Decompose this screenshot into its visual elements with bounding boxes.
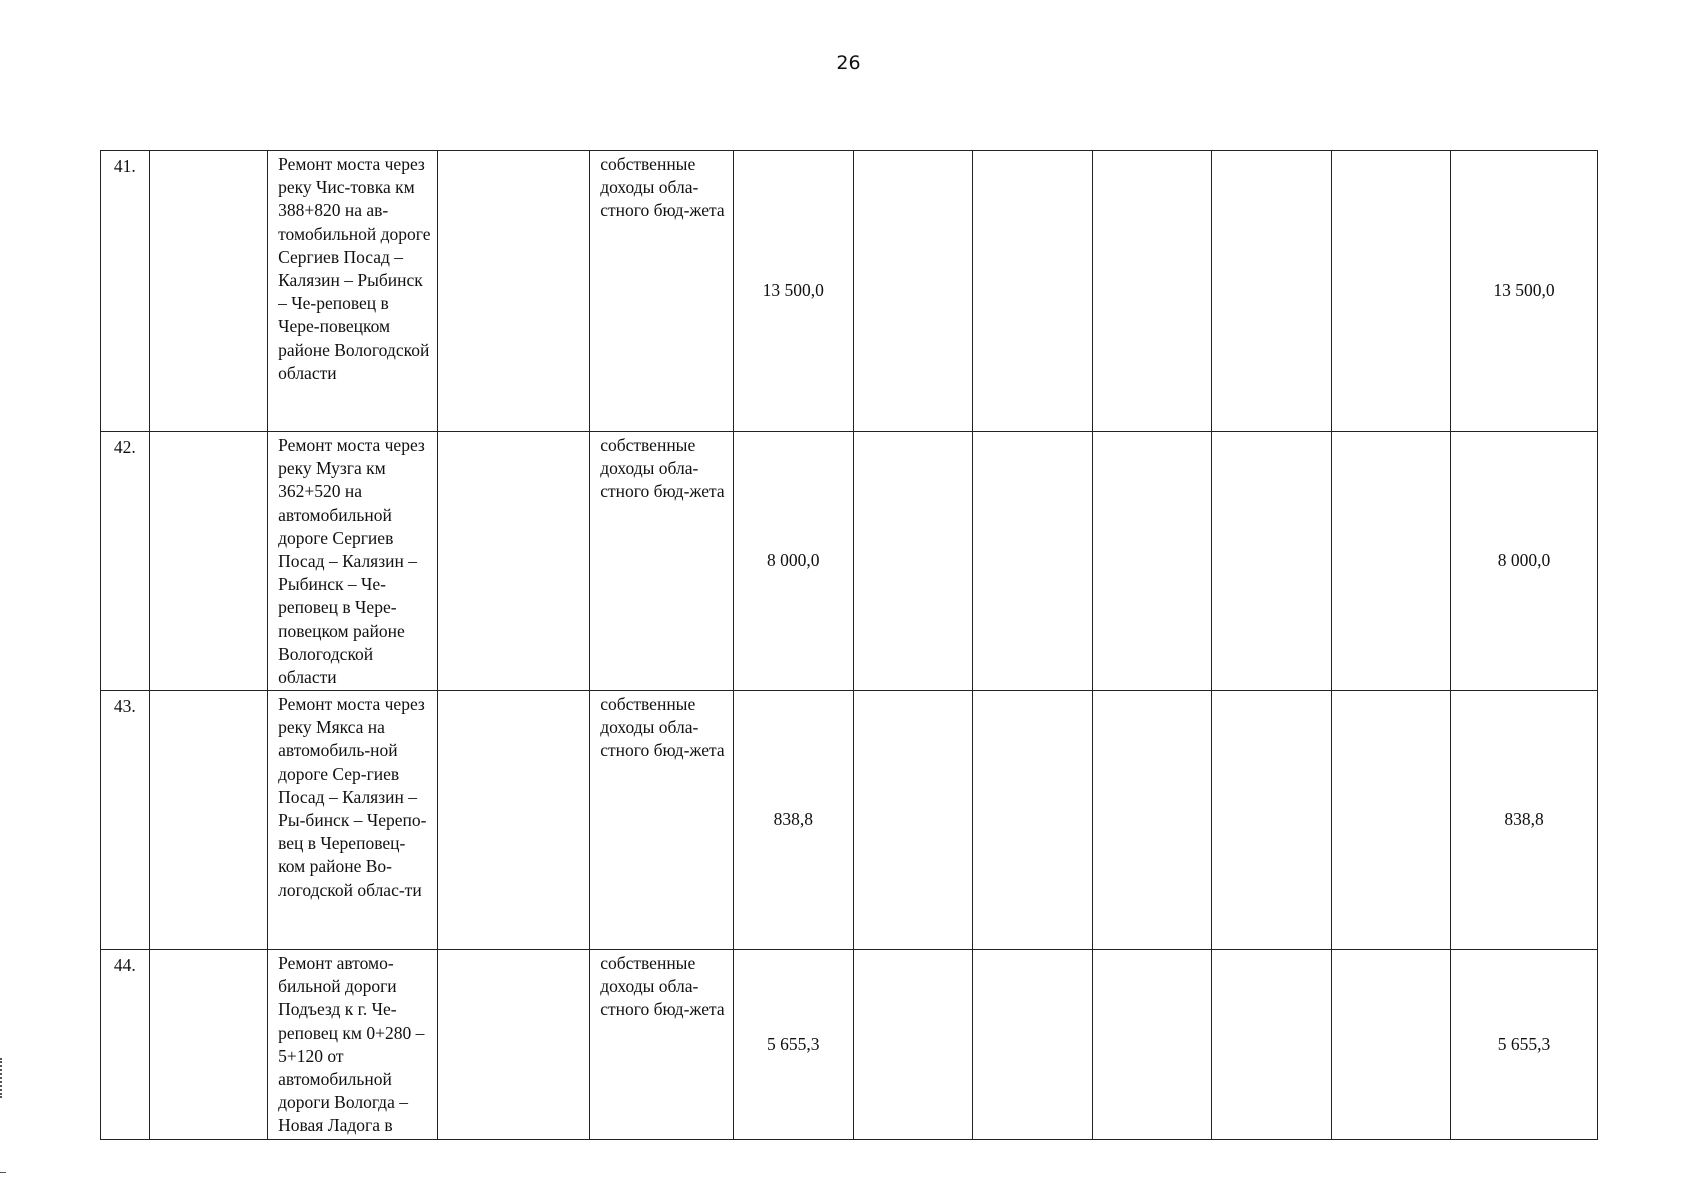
empty-cell	[1092, 432, 1212, 691]
table-row	[101, 950, 1598, 1140]
empty-cell	[1092, 691, 1212, 950]
funding-source: собственные доходы обла-стного бюд-жета	[590, 432, 734, 691]
empty-cell	[1092, 151, 1212, 432]
row-number: 41.	[101, 151, 150, 432]
empty-cell	[1331, 691, 1451, 950]
empty-cell	[973, 950, 1093, 1140]
total-cell: 5 655,3	[1451, 950, 1598, 1140]
empty-cell	[853, 432, 973, 691]
empty-cell	[853, 151, 973, 432]
amount-cell: 13 500,0	[734, 151, 854, 432]
table-row	[101, 151, 1598, 432]
empty-cell	[973, 691, 1093, 950]
object-name: Ремонт моста через реку Музга км 362+520 на автомобильной дороге Сергиев Посад – Калязин – Рыбинск – Че-реповец в Чере-повецком районе Вологодской области	[268, 432, 438, 691]
funding-source: собственные доходы обла-стного бюд-жета	[590, 691, 734, 950]
row-number: 42.	[101, 432, 150, 691]
object-name: Ремонт моста через реку Мякса на автомобиль-ной дороге Сер-гиев Посад – Калязин – Ры-бинск – Черепо-вец в Череповец-ком районе Во-логодской облас-ти	[268, 691, 438, 950]
empty-cell	[1212, 432, 1332, 691]
empty-cell	[438, 950, 590, 1140]
empty-cell	[438, 151, 590, 432]
table-row	[101, 432, 1598, 691]
empty-cell	[973, 151, 1093, 432]
empty-cell	[149, 691, 268, 950]
empty-cell	[1331, 432, 1451, 691]
empty-cell	[1092, 950, 1212, 1140]
object-name: Ремонт автомо-бильной дороги Подъезд к г. Че-реповец км 0+280 – 5+120 от автомобильной дороги Вологда – Новая Ладога в	[268, 950, 438, 1140]
empty-cell	[149, 151, 268, 432]
funding-source: собственные доходы обла-стного бюд-жета	[590, 151, 734, 432]
empty-cell	[149, 432, 268, 691]
object-name: Ремонт моста через реку Чис-товка км 388+820 на ав-томобильной дороге Сергиев Посад – Калязин – Рыбинск – Че-реповец в Чере-повецком районе Вологодской области	[268, 151, 438, 432]
amount-cell: 8 000,0	[734, 432, 854, 691]
amount-cell: 838,8	[734, 691, 854, 950]
empty-cell	[1212, 691, 1332, 950]
amount-cell: 5 655,3	[734, 950, 854, 1140]
row-number: 44.	[101, 950, 150, 1140]
page-number: 26	[836, 52, 861, 74]
empty-cell	[438, 691, 590, 950]
scan-edge-tick	[0, 1172, 6, 1173]
empty-cell	[149, 950, 268, 1140]
budget-table	[100, 150, 1598, 1140]
table-row	[101, 691, 1598, 950]
empty-cell	[973, 432, 1093, 691]
empty-cell	[438, 432, 590, 691]
total-cell: 8 000,0	[1451, 432, 1598, 691]
scan-edge-mark	[0, 1058, 8, 1098]
empty-cell	[1212, 950, 1332, 1140]
total-cell: 838,8	[1451, 691, 1598, 950]
empty-cell	[1212, 151, 1332, 432]
row-number: 43.	[101, 691, 150, 950]
empty-cell	[1331, 950, 1451, 1140]
empty-cell	[853, 691, 973, 950]
total-cell: 13 500,0	[1451, 151, 1598, 432]
funding-source: собственные доходы обла-стного бюд-жета	[590, 950, 734, 1140]
empty-cell	[853, 950, 973, 1140]
empty-cell	[1331, 151, 1451, 432]
